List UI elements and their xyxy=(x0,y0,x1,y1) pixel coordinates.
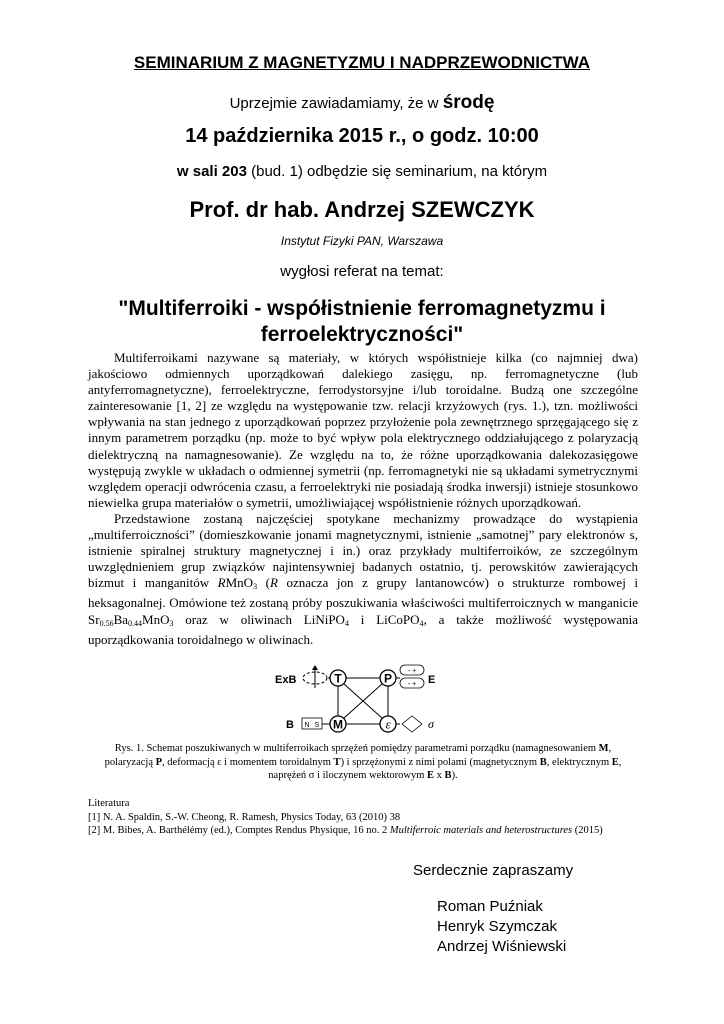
p2-text-c: ( xyxy=(257,575,270,591)
p2-sub-3: 3 xyxy=(253,582,258,592)
p2-text-e: Ba xyxy=(113,611,129,627)
talk-topic: "Multiferroiki - współistnienie ferromagnetyzmu i ferroelektryczności" xyxy=(118,297,606,346)
label-m: M xyxy=(333,717,343,732)
label-p: P xyxy=(383,671,393,686)
abstract-paragraph-2 xyxy=(88,511,638,648)
caption-e: , elektrycznym xyxy=(546,756,612,768)
caption-b2: B xyxy=(444,770,452,781)
caption-f: , naprężeń σ i iloczynem wektorowym xyxy=(268,756,622,781)
ref2-c: (2015) xyxy=(572,825,603,836)
coupling-diagram xyxy=(270,658,450,738)
p2-text-b: MnO xyxy=(225,575,254,591)
intro-line xyxy=(0,92,724,114)
signers xyxy=(437,897,566,957)
p2-text-g: oraz w oliwinach LiNiPO xyxy=(173,611,345,627)
p2-text-h: i LiCoPO xyxy=(348,611,420,627)
label-exb: ExB xyxy=(275,674,297,686)
caption-p: P xyxy=(155,756,163,768)
p2-text-i: , a także możliwość występowania uporządkowania toroidalnego w oliwinach. xyxy=(88,611,638,647)
p2-sub-4: 3 xyxy=(169,618,174,628)
closing-line: Serdecznie zapraszamy xyxy=(413,862,574,879)
caption-efield: E xyxy=(611,756,619,768)
intro-prefix: Uprzejmie zawiadamiamy, że w xyxy=(229,95,443,112)
speaker-name: Prof. dr hab. Andrzej SZEWCZYK xyxy=(189,197,535,222)
caption-e2: E xyxy=(427,770,435,781)
reference-2 xyxy=(88,824,648,838)
caption-b: , polaryzacją xyxy=(104,743,612,768)
speaker-affiliation: Instytut Fizyki PAN, Warszawa xyxy=(280,234,444,248)
label-t: T xyxy=(334,671,342,686)
caption-a: Rys. 1. Schemat poszukiwanych w multiferroikach sprzężeń pomiędzy parametrami porządku (namagnesowaniem xyxy=(114,743,599,754)
signer-3: Andrzej Wiśniewski xyxy=(437,938,567,955)
room-line xyxy=(0,163,724,180)
seminar-date: 14 października 2015 r., o godz. 10:00 xyxy=(185,125,539,147)
stress-diamond-icon xyxy=(402,716,422,732)
signer-2: Henryk Szymczak xyxy=(437,918,558,935)
abstract xyxy=(88,350,638,648)
abstract-paragraph-1: Multiferroikami nazywane są materiały, w których współistnieje kilka (co najmniej dwa) jakościowo odmiennych uporządkowań dalekiego zasięgu, np. ferromagnetyczne (lub antyferromagnetyczne), ferroelektryczne, ferrodystorsyjne i/lub toroidalne. Budzą one szczególne zainteresowanie [1, 2] ze względu na występowanie tzw. relacji krzyżowych (rys. 1.), tzn. możliwości wpływania na stan jednego z uporządkowań poprzez przyłożenie pola zewnętrznego sprzęgającego się z innym parametrem porządku (np. może to być wpływ pola elektrycznego oddziałującego z polaryzacją dielektryczną na namagnesowanie). Ze względu na to, że różne uporządkowania dalekozasięgowe występują zwykle w układach o odmiennej symetrii (np. ferromagnetyki nie są układami symetrycznymi względem operacji odwrócenia czasu, a ferroelektryki nie posiadają środka inwersji) istnieje stosunkowo niewielka grupa materiałów o symetrii, umożliwiającej współistnienie różnych uporządkowań. xyxy=(88,350,638,510)
caption-g: x xyxy=(434,770,445,781)
intro-day: środę xyxy=(442,92,495,113)
p2-text-a: Przedstawione zostaną najczęściej spotykane mechanizmy prowadzące do wystąpienia „multiferroiczności” (domieszkowanie jonami magnetycznymi, istnienie „samotnej” pary elektronów s, istnienie spiralnej struktury magnetycznej i in.) oraz przykłady multiferroików, ze szczególnym uwzględnieniem grup związków najintensywniej badanych ostatnio, tj. perowskitów zawierających bizmut i manganitów xyxy=(88,510,638,591)
literature-heading: Literatura xyxy=(88,798,130,809)
literature xyxy=(88,797,648,838)
caption-t: T xyxy=(333,756,341,768)
p2-r: R xyxy=(217,575,226,591)
p2-r2: R xyxy=(269,575,278,591)
caption-c: , deformacją ε i momentem toroidalnym xyxy=(162,756,334,768)
toroid-arrow-icon xyxy=(312,665,318,670)
p2-text-f: MnO xyxy=(142,611,170,627)
p2-sub-6: 4 xyxy=(419,618,424,628)
caption-m: M xyxy=(598,743,609,754)
signer-1: Roman Puźniak xyxy=(437,898,543,915)
p2-text-d: oznacza jon z grupy lantanowców) o strukturze rombowej i heksagonalnej. Omówione też zostaną próby poszukiwania właściwości multiferroicznych w manganicie Sr xyxy=(88,575,638,627)
will-present-line: wygłosi referat na temat: xyxy=(280,263,444,280)
caption-d: ) i sprzężonymi z nimi polami (magnetycznym xyxy=(340,756,540,768)
room-rest: (bud. 1) odbędzie się seminarium, na którym xyxy=(246,163,548,180)
magnet-s: S xyxy=(314,722,320,729)
caption-bfield: B xyxy=(539,756,547,768)
p2-sub-5: 4 xyxy=(344,618,349,628)
magnet-n: N xyxy=(304,722,310,729)
caption-h: ). xyxy=(451,770,458,781)
label-e: E xyxy=(428,674,436,686)
seminar-title: SEMINARIUM Z MAGNETYZMU I NADPRZEWODNICTWA xyxy=(133,53,591,72)
ref2-a: [2] M. Bibes, A. Barthélémy (ed.), Comptes Rendus Physique, 16 no. 2 xyxy=(88,825,390,836)
charge-1: - + xyxy=(407,668,417,675)
p2-sub-1: 0.56 xyxy=(99,618,114,628)
p2-sub-2: 0.44 xyxy=(128,618,143,628)
figure-caption xyxy=(95,742,631,783)
charge-2: - + xyxy=(407,681,417,688)
reference-1: [1] N. A. Spaldin, S.-W. Cheong, R. Ramesh, Physics Today, 63 (2010) 38 xyxy=(88,811,401,823)
label-b: B xyxy=(286,719,294,731)
ref2-title: Multiferroic materials and heterostructures xyxy=(389,825,573,836)
label-eps: ε xyxy=(385,716,391,732)
room-number: w sali 203 xyxy=(176,163,247,180)
label-sigma: σ xyxy=(428,717,434,731)
